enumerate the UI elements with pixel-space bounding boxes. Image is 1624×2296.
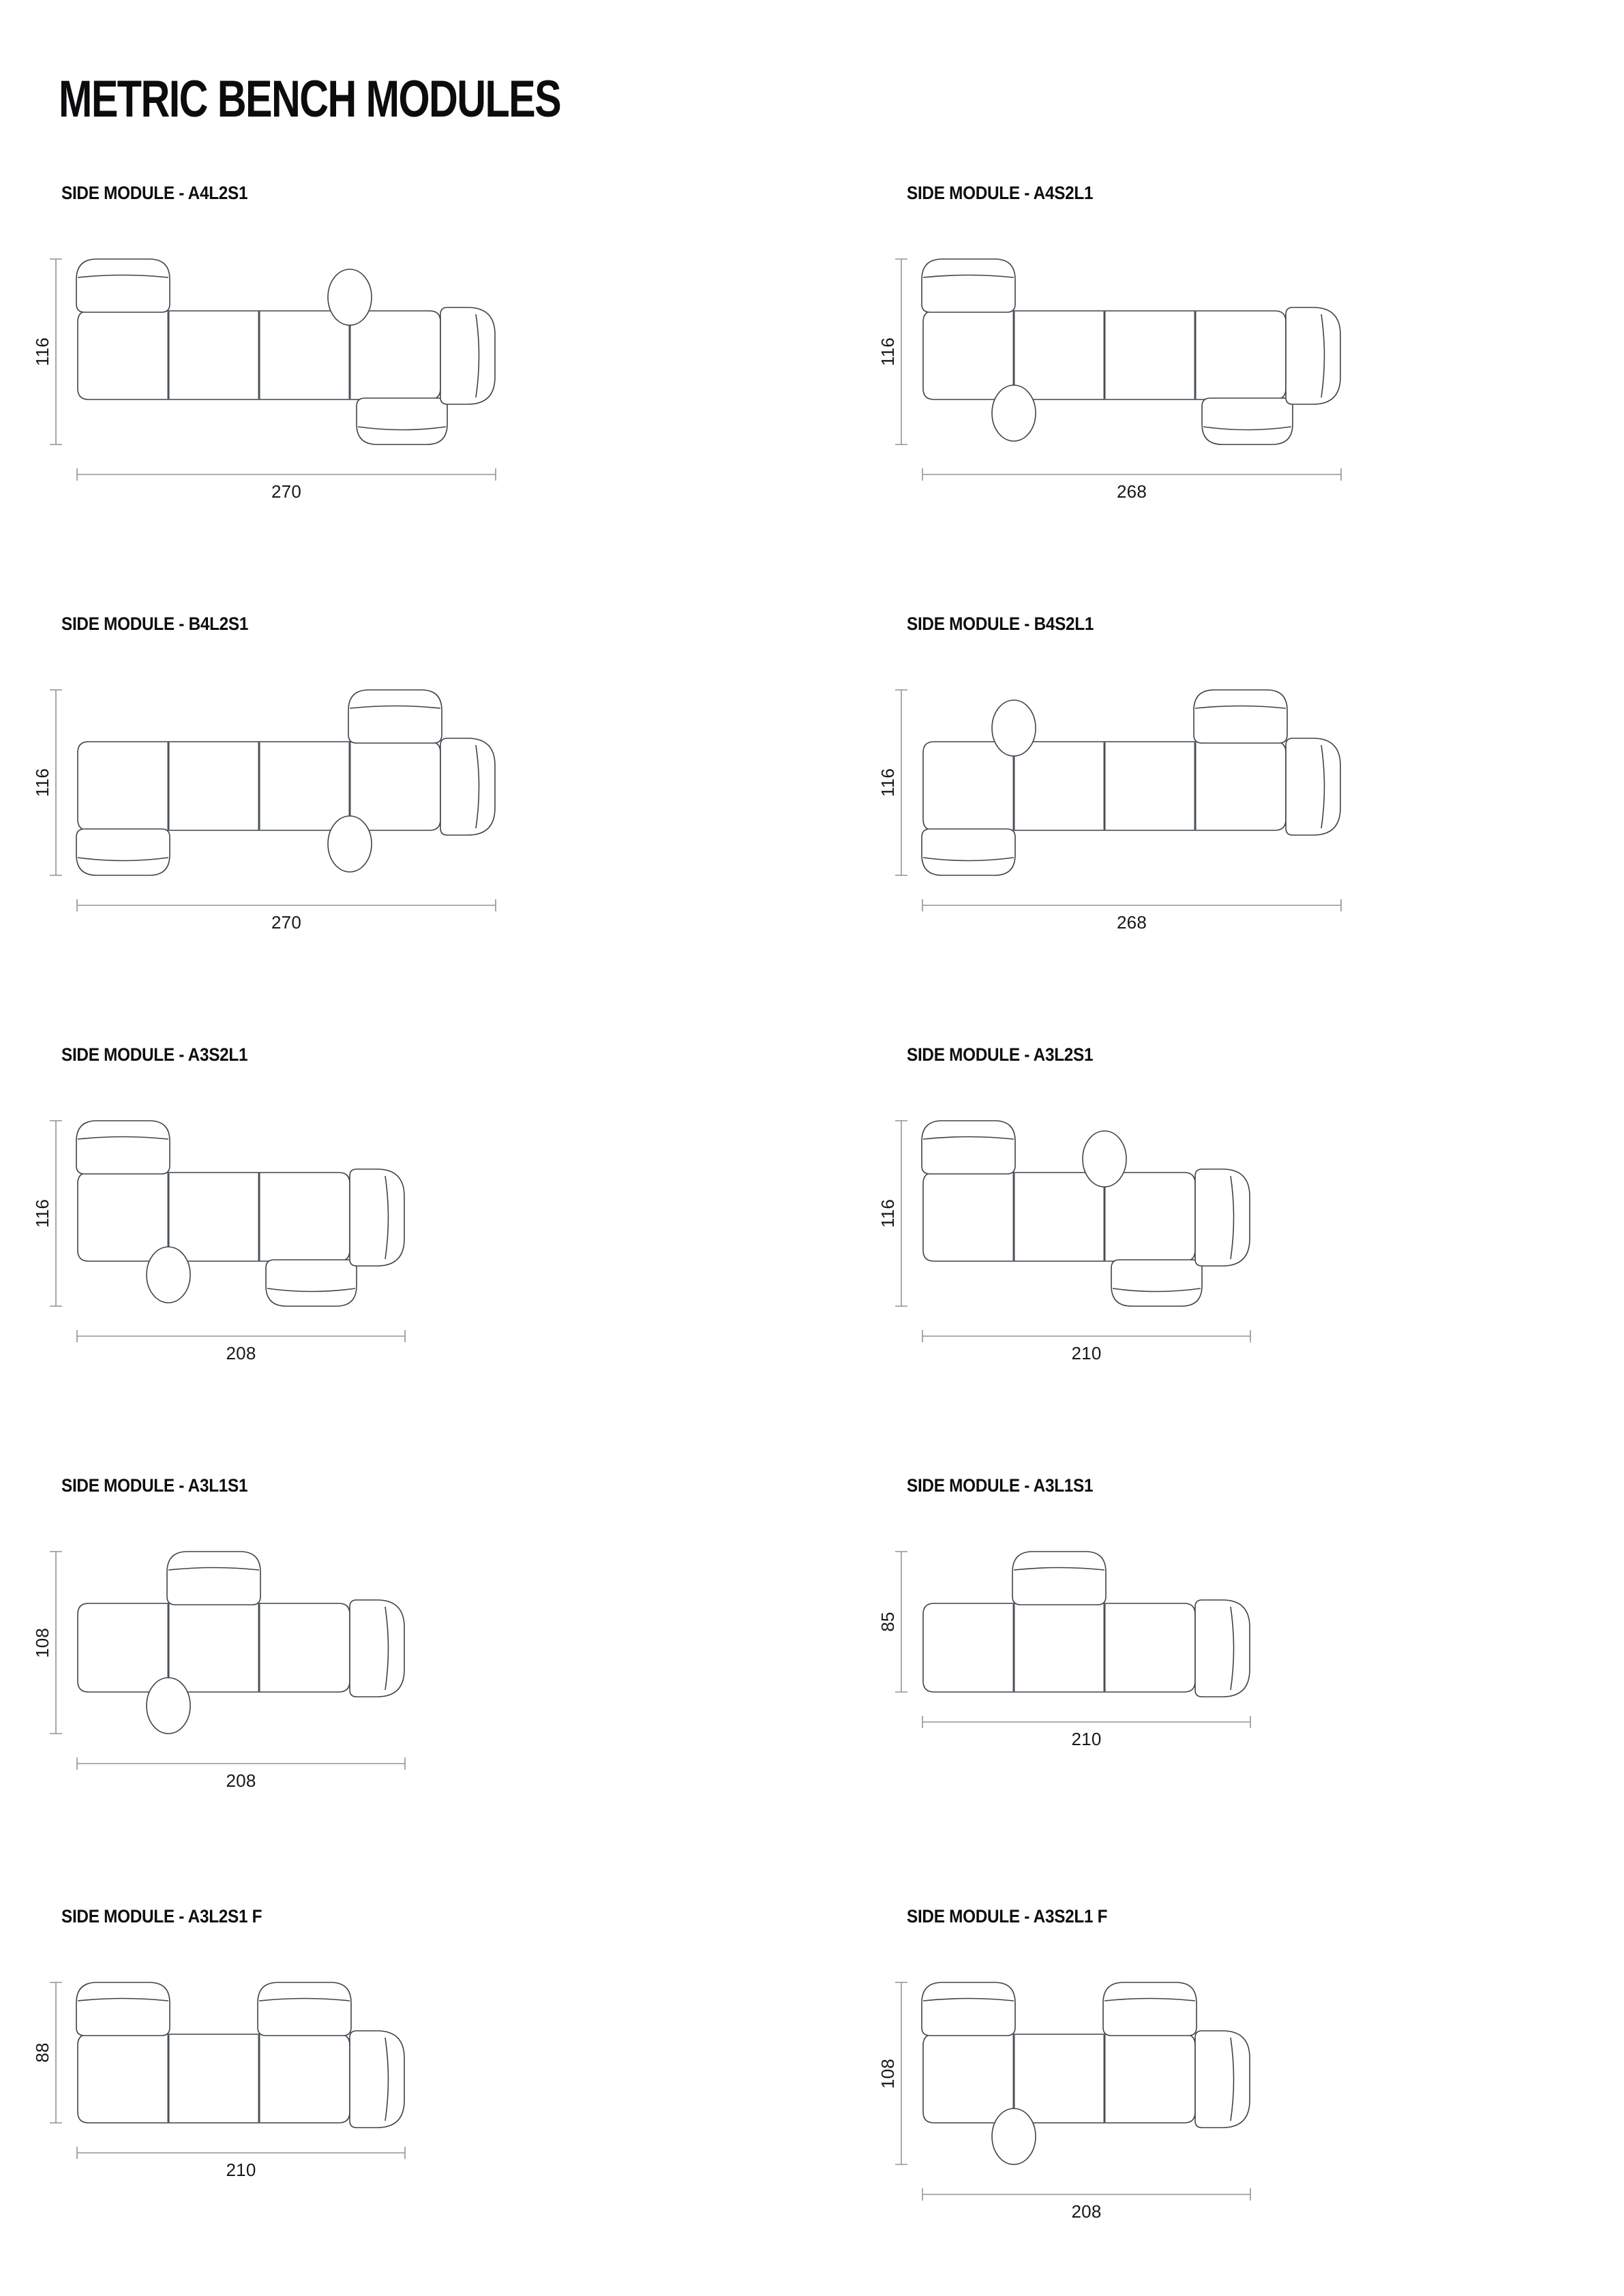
armrest bbox=[440, 738, 495, 835]
bench-body-outline bbox=[923, 1173, 1195, 1261]
page-title: METRIC BENCH MODULES bbox=[59, 70, 561, 128]
module-diagram bbox=[895, 690, 1341, 911]
module-diagram bbox=[895, 259, 1341, 481]
armrest bbox=[1286, 307, 1340, 404]
width-dimension: 270 bbox=[271, 481, 301, 502]
width-dimension: 208 bbox=[1071, 2201, 1102, 2222]
width-dimension: 208 bbox=[226, 1343, 256, 1363]
seat-cushion bbox=[1111, 1260, 1202, 1306]
backrest-cushion bbox=[258, 1982, 351, 2036]
module-diagram bbox=[895, 1121, 1250, 1342]
seat-cushion bbox=[266, 1260, 357, 1306]
height-dimension: 116 bbox=[877, 337, 898, 367]
backrest-cushion bbox=[1012, 1552, 1106, 1605]
module-label: SIDE MODULE - A3L1S1 bbox=[61, 1475, 248, 1496]
module-label: SIDE MODULE - A4L2S1 bbox=[61, 183, 248, 203]
height-dimension: 116 bbox=[877, 1198, 898, 1228]
round-pillow bbox=[328, 269, 372, 325]
module-label: SIDE MODULE - A4S2L1 bbox=[907, 183, 1094, 203]
module-label: SIDE MODULE - B4L2S1 bbox=[61, 614, 249, 634]
width-dimension: 268 bbox=[1117, 481, 1147, 502]
module-label: SIDE MODULE - A3S2L1 F bbox=[907, 1906, 1108, 1927]
armrest bbox=[440, 307, 495, 404]
seat-cushion bbox=[922, 829, 1015, 875]
seat-cushion bbox=[1202, 398, 1293, 444]
width-dimension: 210 bbox=[1071, 1343, 1102, 1363]
backrest-cushion bbox=[922, 1121, 1015, 1174]
height-dimension: 116 bbox=[32, 337, 52, 367]
armrest bbox=[350, 2031, 404, 2128]
armrest bbox=[350, 1169, 404, 1266]
backrest-cushion bbox=[76, 1121, 170, 1174]
backrest-cushion bbox=[1194, 690, 1287, 743]
module-label: SIDE MODULE - A3S2L1 bbox=[61, 1044, 248, 1065]
backrest-cushion bbox=[348, 690, 442, 743]
module-label: SIDE MODULE - A3L2S1 F bbox=[61, 1906, 262, 1927]
module-label: SIDE MODULE - B4S2L1 bbox=[907, 614, 1094, 634]
round-pillow bbox=[992, 2109, 1036, 2164]
module-diagram bbox=[895, 1982, 1250, 2201]
width-dimension: 210 bbox=[1071, 1729, 1102, 1749]
armrest bbox=[1286, 738, 1340, 835]
width-dimension: 268 bbox=[1117, 912, 1147, 933]
module-diagram bbox=[50, 1121, 405, 1342]
module-diagram bbox=[895, 1552, 1250, 1728]
round-pillow bbox=[992, 385, 1036, 441]
backrest-cushion bbox=[76, 259, 170, 312]
width-dimension: 210 bbox=[226, 2160, 256, 2180]
height-dimension: 108 bbox=[877, 2058, 898, 2089]
height-dimension: 116 bbox=[32, 768, 52, 798]
module-diagram bbox=[50, 259, 496, 481]
bench-body-outline bbox=[923, 2034, 1195, 2123]
round-pillow bbox=[147, 1678, 190, 1734]
module-label: SIDE MODULE - A3L1S1 bbox=[907, 1475, 1094, 1496]
height-dimension: 116 bbox=[32, 1198, 52, 1228]
round-pillow bbox=[992, 700, 1036, 756]
module-diagram bbox=[50, 690, 496, 911]
backrest-cushion bbox=[1103, 1982, 1197, 2036]
backrest-cushion bbox=[922, 1982, 1015, 2036]
backrest-cushion bbox=[922, 259, 1015, 312]
width-dimension: 270 bbox=[271, 912, 301, 933]
armrest bbox=[1195, 1169, 1250, 1266]
seat-cushion bbox=[357, 398, 447, 444]
bench-body-outline bbox=[78, 1173, 350, 1261]
round-pillow bbox=[147, 1247, 190, 1303]
height-dimension: 88 bbox=[32, 2042, 52, 2063]
height-dimension: 85 bbox=[877, 1612, 898, 1632]
armrest bbox=[1195, 2031, 1250, 2128]
seat-cushion bbox=[76, 829, 170, 875]
module-diagram bbox=[50, 1982, 405, 2159]
bench-body-outline bbox=[923, 1603, 1195, 1692]
backrest-cushion bbox=[76, 1982, 170, 2036]
armrest bbox=[1195, 1600, 1250, 1697]
armrest bbox=[350, 1600, 404, 1697]
width-dimension: 208 bbox=[226, 1770, 256, 1791]
height-dimension: 108 bbox=[32, 1627, 52, 1658]
bench-body-outline bbox=[78, 2034, 350, 2123]
bench-body-outline bbox=[78, 1603, 350, 1692]
height-dimension: 116 bbox=[877, 768, 898, 798]
module-diagram bbox=[50, 1552, 405, 1770]
round-pillow bbox=[1083, 1131, 1126, 1187]
backrest-cushion bbox=[167, 1552, 260, 1605]
round-pillow bbox=[328, 816, 372, 872]
module-label: SIDE MODULE - A3L2S1 bbox=[907, 1044, 1094, 1065]
